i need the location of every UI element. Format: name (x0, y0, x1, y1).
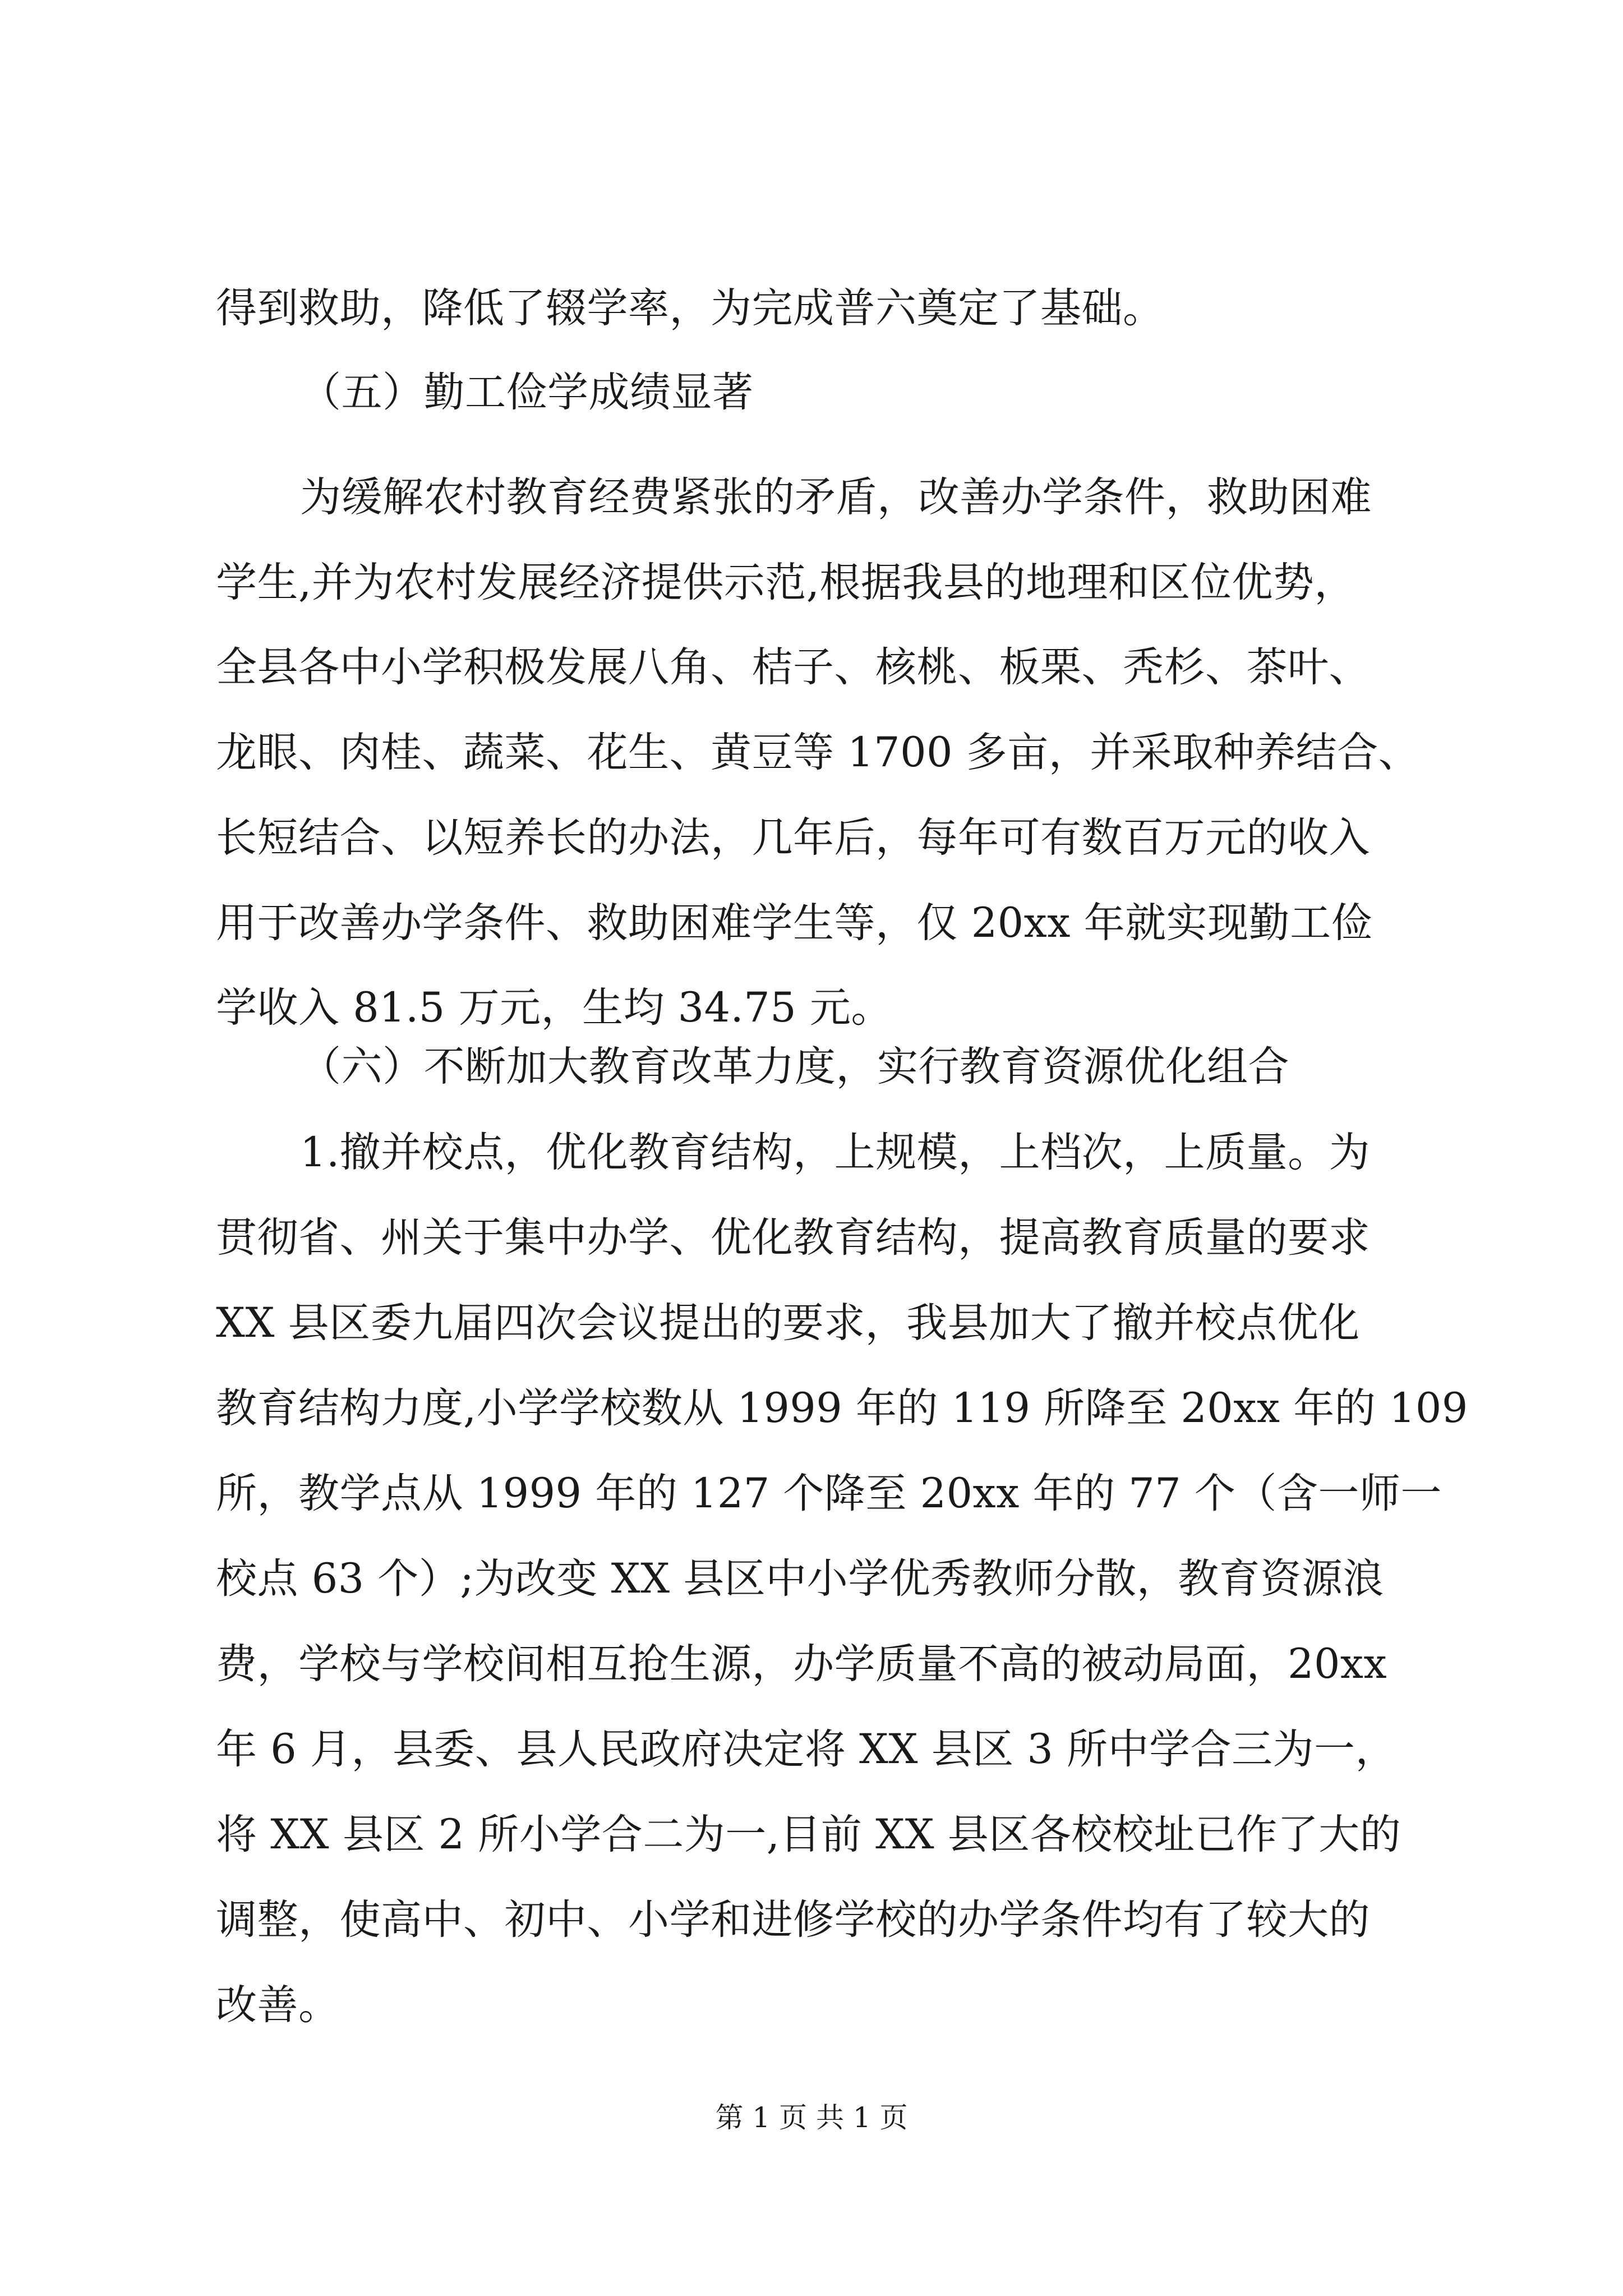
section-heading: （五）勤工俭学成绩显著 (300, 369, 754, 416)
body-text-line: 改善。 (216, 1981, 340, 2029)
body-text-line: 全县各中小学积极发展八角、桔子、核桃、板栗、秃杉、茶叶、 (216, 643, 1370, 691)
section-heading: （六）不断加大教育改革力度，实行教育资源优化组合 (300, 1043, 1289, 1091)
body-text-line: 年 6 月，县委、县人民政府决定将 XX 县区 3 所中学合三为一， (216, 1726, 1397, 1773)
page-footer: 第 1 页 共 1 页 (715, 2101, 908, 2134)
body-text-line: 所，教学点从 1999 年的 127 个降至 20xx 年的 77 个（含一师一 (216, 1470, 1442, 1517)
body-text-line: 贯彻省、州关于集中办学、优化教育结构，提高教育质量的要求 (216, 1214, 1370, 1262)
body-text-line: 为缓解农村教育经费紧张的矛盾，改善办学条件，救助困难 (300, 473, 1372, 521)
body-text-line: 龙眼、肉桂、蔬菜、花生、黄豆等 1700 多亩，并采取种养结合、 (216, 729, 1420, 776)
body-text-line: 校点 63 个）;为改变 XX 县区中小学优秀教师分散，教育资源浪 (216, 1555, 1384, 1603)
body-text-line: 教育结构力度,小学学校数从 1999 年的 119 所降至 20xx 年的 109 (216, 1384, 1468, 1432)
body-text-line: 用于改善办学条件、救助困难学生等，仅 20xx 年就实现勤工俭 (216, 899, 1373, 947)
body-text-line: 学生,并为农村发展经济提供示范,根据我县的地理和区位优势， (216, 559, 1355, 606)
body-text-line: 长短结合、以短养长的办法，几年后，每年可有数百万元的收入 (216, 814, 1370, 862)
body-text-line: 学收入 81.5 万元，生均 34.75 元。 (216, 984, 892, 1032)
body-text-line: 1.撤并校点，优化教育结构，上规模，上档次，上质量。为 (300, 1129, 1371, 1176)
body-text-line: XX 县区委九届四次会议提出的要求，我县加大了撤并校点优化 (216, 1299, 1360, 1347)
body-text-line: 得到救助，降低了辍学率，为完成普六奠定了基础。 (216, 284, 1164, 332)
body-text-line: 费，学校与学校间相互抢生源，办学质量不高的被动局面，20xx (216, 1640, 1387, 1688)
body-text-line: 将 XX 县区 2 所小学合二为一,目前 XX 县区各校校址已作了大的 (216, 1811, 1401, 1858)
body-text-line: 调整，使高中、初中、小学和进修学校的办学条件均有了较大的 (216, 1896, 1370, 1944)
